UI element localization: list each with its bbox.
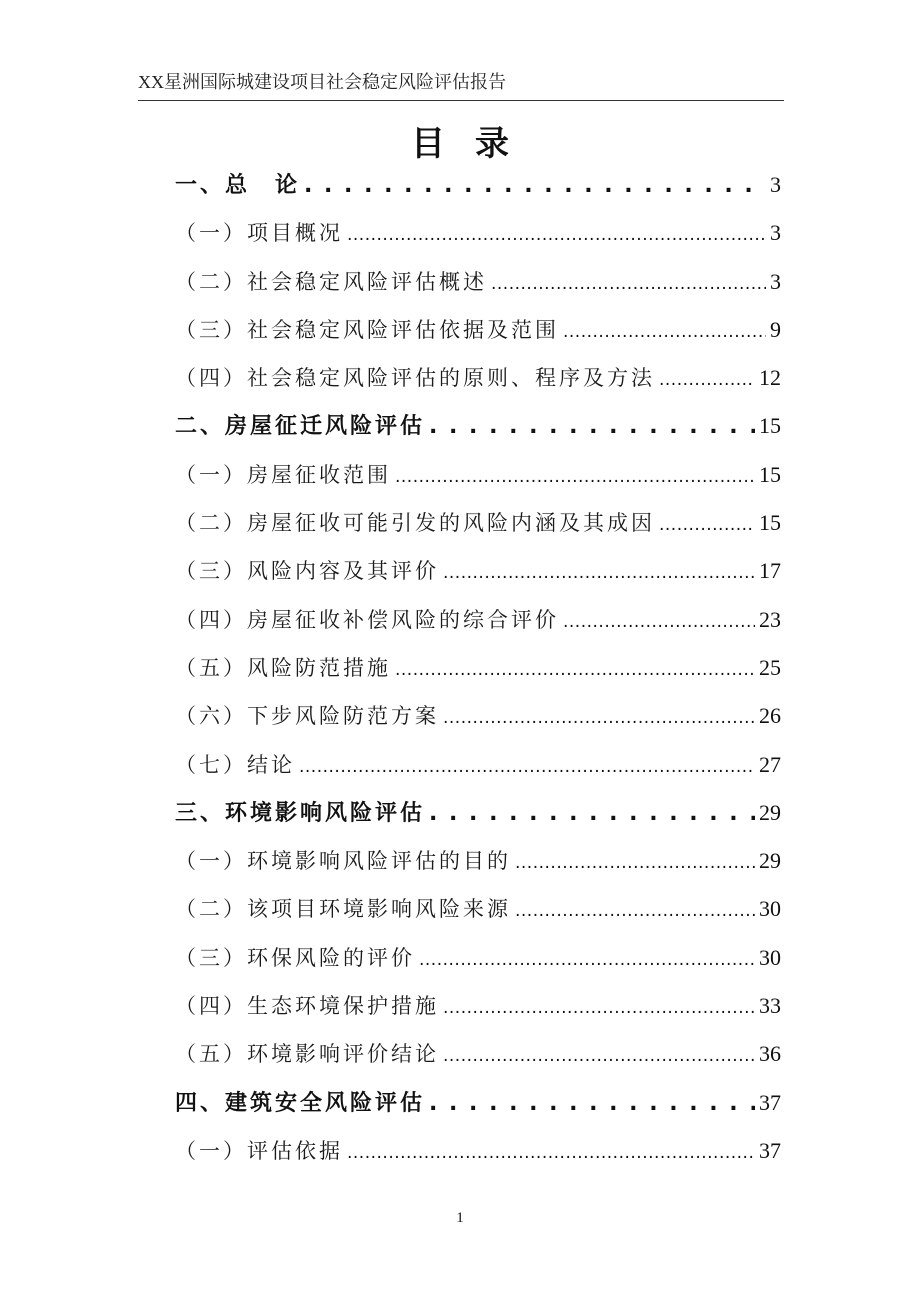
toc-entry-page: 37 xyxy=(759,1089,781,1115)
toc-entry-page: 17 xyxy=(759,558,781,584)
toc-entry-label: 一、总 论 xyxy=(175,173,301,198)
toc-dot-leader xyxy=(419,941,755,977)
toc-entry-page: 15 xyxy=(759,461,781,487)
toc-entry-label: （一）环境影响风险评估的目的 xyxy=(175,849,511,874)
toc-dot-leader xyxy=(347,1134,755,1170)
toc-section-entry[interactable] xyxy=(175,506,781,554)
toc-section-entry[interactable] xyxy=(175,844,781,892)
toc-entry-page: 3 xyxy=(770,268,781,294)
toc-entry-label: 三、环境影响风险评估 xyxy=(175,800,426,826)
toc-dot-leader xyxy=(563,313,766,349)
toc-entry-label: （七）结论 xyxy=(175,752,295,777)
toc-section-entry[interactable] xyxy=(175,265,781,313)
toc-title: 目录 xyxy=(411,124,539,164)
toc-section-entry[interactable] xyxy=(175,941,781,989)
toc-entry-label: （三）风险内容及其评价 xyxy=(175,559,439,584)
toc-entry-label: （二）房屋征收可能引发的风险内涵及其成因 xyxy=(175,511,655,536)
toc-dot-leader xyxy=(395,651,755,687)
toc-section-entry[interactable] xyxy=(175,651,781,699)
toc-entry-label: （四）社会稳定风险评估的原则、程序及方法 xyxy=(175,366,655,391)
toc-entry-page: 15 xyxy=(759,510,781,536)
toc-entry-page: 26 xyxy=(759,703,781,729)
toc-entry-page: 3 xyxy=(770,172,781,197)
toc-dot-leader xyxy=(347,216,766,252)
running-header-text: XX星洲国际城建设项目社会稳定风险评估报告 xyxy=(138,72,506,92)
toc-section-entry[interactable] xyxy=(175,603,781,651)
toc-entry-label: （四）生态环境保护措施 xyxy=(175,994,439,1019)
toc-entry-label: 二、房屋征迁风险评估 xyxy=(175,414,426,440)
toc-dot-leader xyxy=(659,361,755,397)
toc-chapter-entry[interactable] xyxy=(175,796,781,844)
toc-entry-label: （三）环保风险的评价 xyxy=(175,945,415,970)
toc-section-entry[interactable] xyxy=(175,216,781,264)
toc-entry-page: 29 xyxy=(759,848,781,874)
toc-entry-label: （一）房屋征收范围 xyxy=(175,462,391,487)
toc-entry-label: （五）风险防范措施 xyxy=(175,655,391,680)
toc-dot-leader xyxy=(299,748,755,784)
toc-dot-leader xyxy=(491,265,766,301)
toc-entry-label: （三）社会稳定风险评估依据及范围 xyxy=(175,317,559,342)
toc-dot-leader xyxy=(563,603,755,639)
toc-chapter-entry[interactable] xyxy=(175,1086,781,1134)
toc-section-entry[interactable] xyxy=(175,892,781,940)
toc-section-entry[interactable] xyxy=(175,699,781,747)
toc-entry-page: 30 xyxy=(759,896,781,922)
toc-section-entry[interactable] xyxy=(175,748,781,796)
toc-chapter-entry[interactable] xyxy=(175,409,781,457)
running-header xyxy=(138,68,784,101)
toc-entry-label: （四）房屋征收补偿风险的综合评价 xyxy=(175,607,559,632)
toc-entry-label: （五）环境影响评价结论 xyxy=(175,1042,439,1067)
toc-dot-leader xyxy=(443,989,755,1025)
toc-section-entry[interactable] xyxy=(175,1037,781,1085)
toc-entry-page: 30 xyxy=(759,944,781,970)
page-number: 1 xyxy=(456,1210,464,1226)
toc-dot-leader xyxy=(443,1037,755,1073)
toc-chapter-entry[interactable] xyxy=(175,168,781,216)
toc-entry-page: 37 xyxy=(759,1137,781,1163)
toc-section-entry[interactable] xyxy=(175,989,781,1037)
table-of-contents xyxy=(175,168,781,1182)
toc-entry-page: 12 xyxy=(759,365,781,391)
toc-entry-page: 9 xyxy=(770,316,781,342)
toc-entry-page: 25 xyxy=(759,654,781,680)
toc-dot-leader xyxy=(304,169,766,203)
toc-section-entry[interactable] xyxy=(175,554,781,602)
toc-dot-leader xyxy=(443,554,755,590)
toc-entry-page: 3 xyxy=(770,220,781,246)
toc-dot-leader xyxy=(395,458,755,494)
toc-entry-page: 36 xyxy=(759,1041,781,1067)
toc-dot-leader xyxy=(429,797,755,831)
toc-dot-leader xyxy=(443,699,755,735)
toc-section-entry[interactable] xyxy=(175,313,781,361)
toc-entry-page: 33 xyxy=(759,993,781,1019)
toc-entry-page: 15 xyxy=(759,413,781,439)
toc-entry-label: （六）下步风险防范方案 xyxy=(175,704,439,729)
toc-dot-leader xyxy=(515,892,755,928)
toc-entry-label: （一）项目概况 xyxy=(175,221,343,246)
toc-dot-leader xyxy=(659,506,755,542)
toc-section-entry[interactable] xyxy=(175,458,781,506)
toc-dot-leader xyxy=(429,410,755,444)
toc-entry-label: 四、建筑安全风险评估 xyxy=(175,1090,426,1116)
toc-entry-label: （二）社会稳定风险评估概述 xyxy=(175,269,487,294)
toc-entry-label: （一）评估依据 xyxy=(175,1138,343,1163)
toc-dot-leader xyxy=(515,844,755,880)
toc-entry-page: 23 xyxy=(759,606,781,632)
toc-entry-page: 29 xyxy=(759,799,781,825)
toc-dot-leader xyxy=(429,1087,755,1121)
toc-section-entry[interactable] xyxy=(175,1134,781,1182)
toc-section-entry[interactable] xyxy=(175,361,781,409)
toc-entry-page: 27 xyxy=(759,751,781,777)
toc-entry-label: （二）该项目环境影响风险来源 xyxy=(175,897,511,922)
